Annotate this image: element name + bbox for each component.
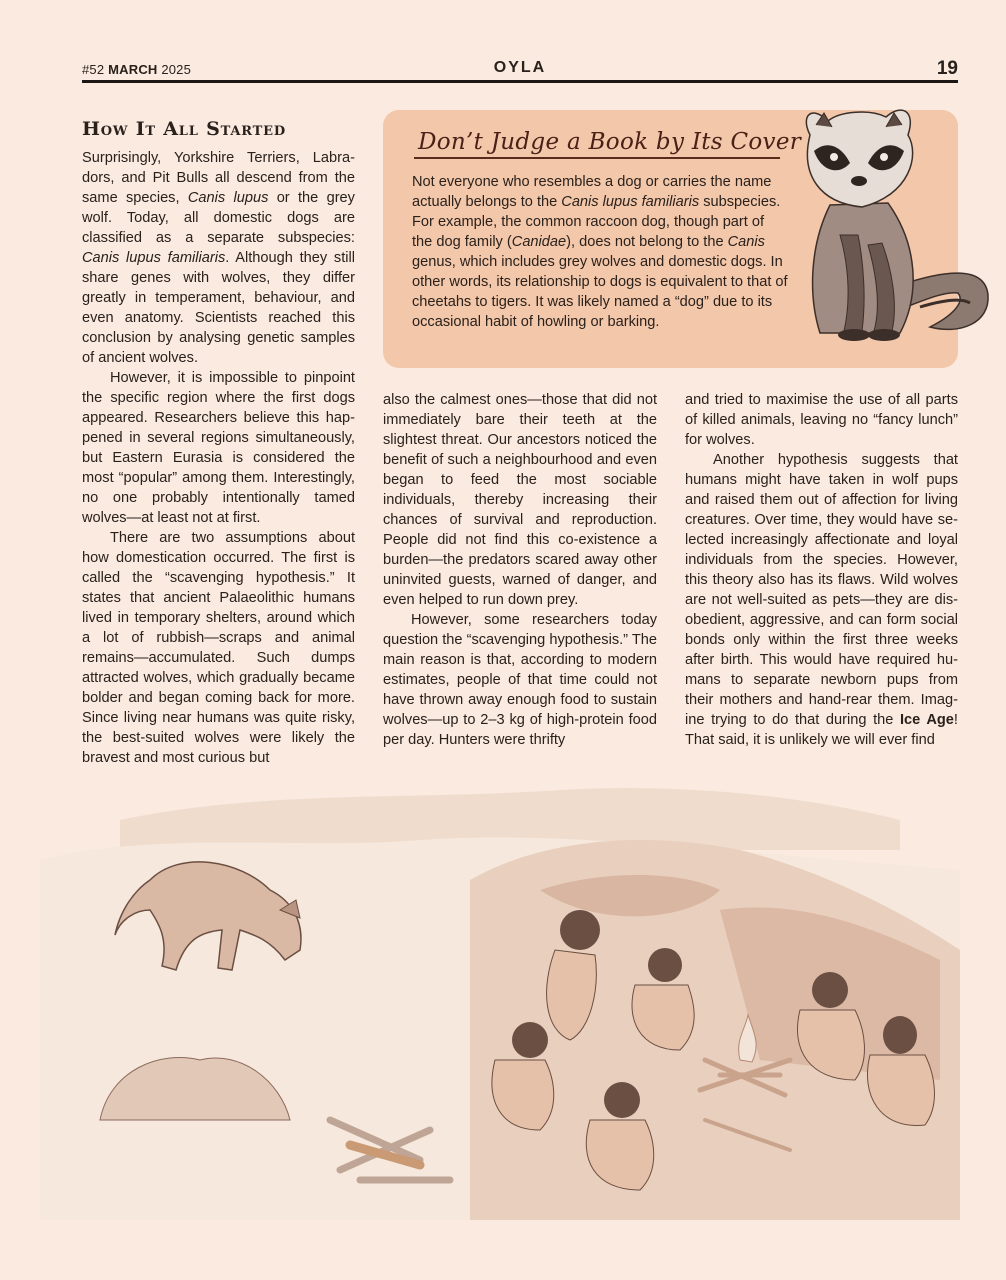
article-column-1: [82, 148, 355, 768]
latin-term: Canis: [727, 234, 765, 250]
page-header: [82, 60, 958, 82]
magazine-logo: OYLA: [493, 59, 547, 76]
latin-term: Canis lupus: [187, 190, 269, 206]
paragraph: However, some researchers today question the “scavenging hypothesis.” The main reason is that, according to modern estimates, people of that time could not have thrown away enough food to sustain wolves—up to 2–3 kg of high-protein food per day. Hunters were thrifty: [383, 612, 657, 748]
bold-term: Ice Age: [900, 712, 954, 728]
issue-month: MARCH: [108, 62, 158, 77]
issue-year: 2025: [161, 62, 192, 77]
paragraph: However, it is impossible to pinpoint the specific region where the first dogs appeared. Researchers believe this happened in several regions simultaneously, but Eastern Eurasia is considered the most “popular” among them. Interestingly, no one probably intentionally tamed wolves—at least not at first.: [82, 370, 355, 526]
text-run: or the grey wolf. Today, all domestic dogs are classified as a separate subspecies:: [82, 190, 355, 246]
article-column-2: [383, 390, 657, 750]
latin-term: Canidae: [511, 234, 567, 250]
text-run: Not everyone who resembles a dog or carries the name actually belongs to the: [412, 174, 772, 210]
article-column-3: [685, 390, 958, 750]
sidebar-text: [412, 172, 788, 332]
paragraph: [685, 450, 958, 750]
issue-info: [82, 62, 191, 77]
header-rule: [82, 80, 958, 83]
latin-term: Canis lupus familiaris: [82, 250, 226, 266]
text-run: subspecies. For example, the common raccoon dog, though part of the dog family (: [412, 194, 781, 250]
page-number: 19: [936, 58, 958, 79]
paragraph: [82, 148, 355, 368]
article-heading: How It All Started: [82, 118, 286, 140]
paragraph: also the calmest ones—those that did not immediately bare their teeth at the slightest threat. Our ancestors noticed the benefit of such a neighbourhood and even began to feed the most sociable individuals, thereby increasing their chances of survival and reproduction. People did not find this co-existence a burden—the predators scared away other uninvited guests, warned of danger, and even helped to run down prey.: [383, 392, 657, 608]
text-run: ! That said, it is unlikely we will ever find: [685, 712, 958, 748]
text-run: genus, which includes grey wolves and domestic dogs. In other words, its relationship to dogs is equivalent to that of cheetahs to tigers. It was likely named a “dog” due to its occasional habit of howling or barking.: [412, 254, 788, 330]
raccoon-dog-illustration: [770, 95, 995, 365]
sidebar-title-underline: [414, 157, 780, 159]
text-run: ), does not belong to the: [566, 234, 728, 250]
raccoon-dog-icon: [806, 110, 988, 341]
prehistoric-camp-illustration: [0, 760, 1006, 1220]
sidebar-title: Don’t Judge a Book by Its Cover: [418, 129, 802, 155]
text-run: Another hypothesis suggests that humans might have taken in wolf pups and raised them out of affection for living creatures. Over time, they would have selected increasingly affectionate and loyal individuals from the species. However, this theory also has its flaws. Wild wolves are not well-suited as pets—they are disobedient, aggressive, and can form social bonds only within the first three weeks after birth. This would have required humans to separate newborn pups from their mothers and hand-rear them. Imagine trying to do that during the: [685, 452, 958, 728]
text-run: . Although they still share genes with wolves, they differ greatly in temperament, behaviour, and even anatomy. Scientists reached this conclusion by analysing genetic samples of ancient wolves.: [82, 250, 355, 366]
text-run: Surprisingly, Yorkshire Terriers, Labradors, and Pit Bulls all descend from the same species,: [82, 150, 355, 206]
paragraph: There are two assumptions about how domestication occurred. The first is called the “scavenging hypothesis.” It states that ancient Palaeolithic humans lived in temporary shelters, around which a lot of rubbish—scraps and animal remains—accumulated. Such dumps attracted wolves, which gradually became bolder and began coming back for more. Since living near humans was quite risky, the best-suited wolves were likely the bravest and most curious but: [82, 530, 355, 766]
issue-number: #52: [82, 62, 105, 77]
latin-term: Canis lupus familiaris: [561, 194, 700, 210]
paragraph: and tried to maximise the use of all parts of killed animals, leaving no “fancy lunch” for wolves.: [685, 392, 958, 448]
